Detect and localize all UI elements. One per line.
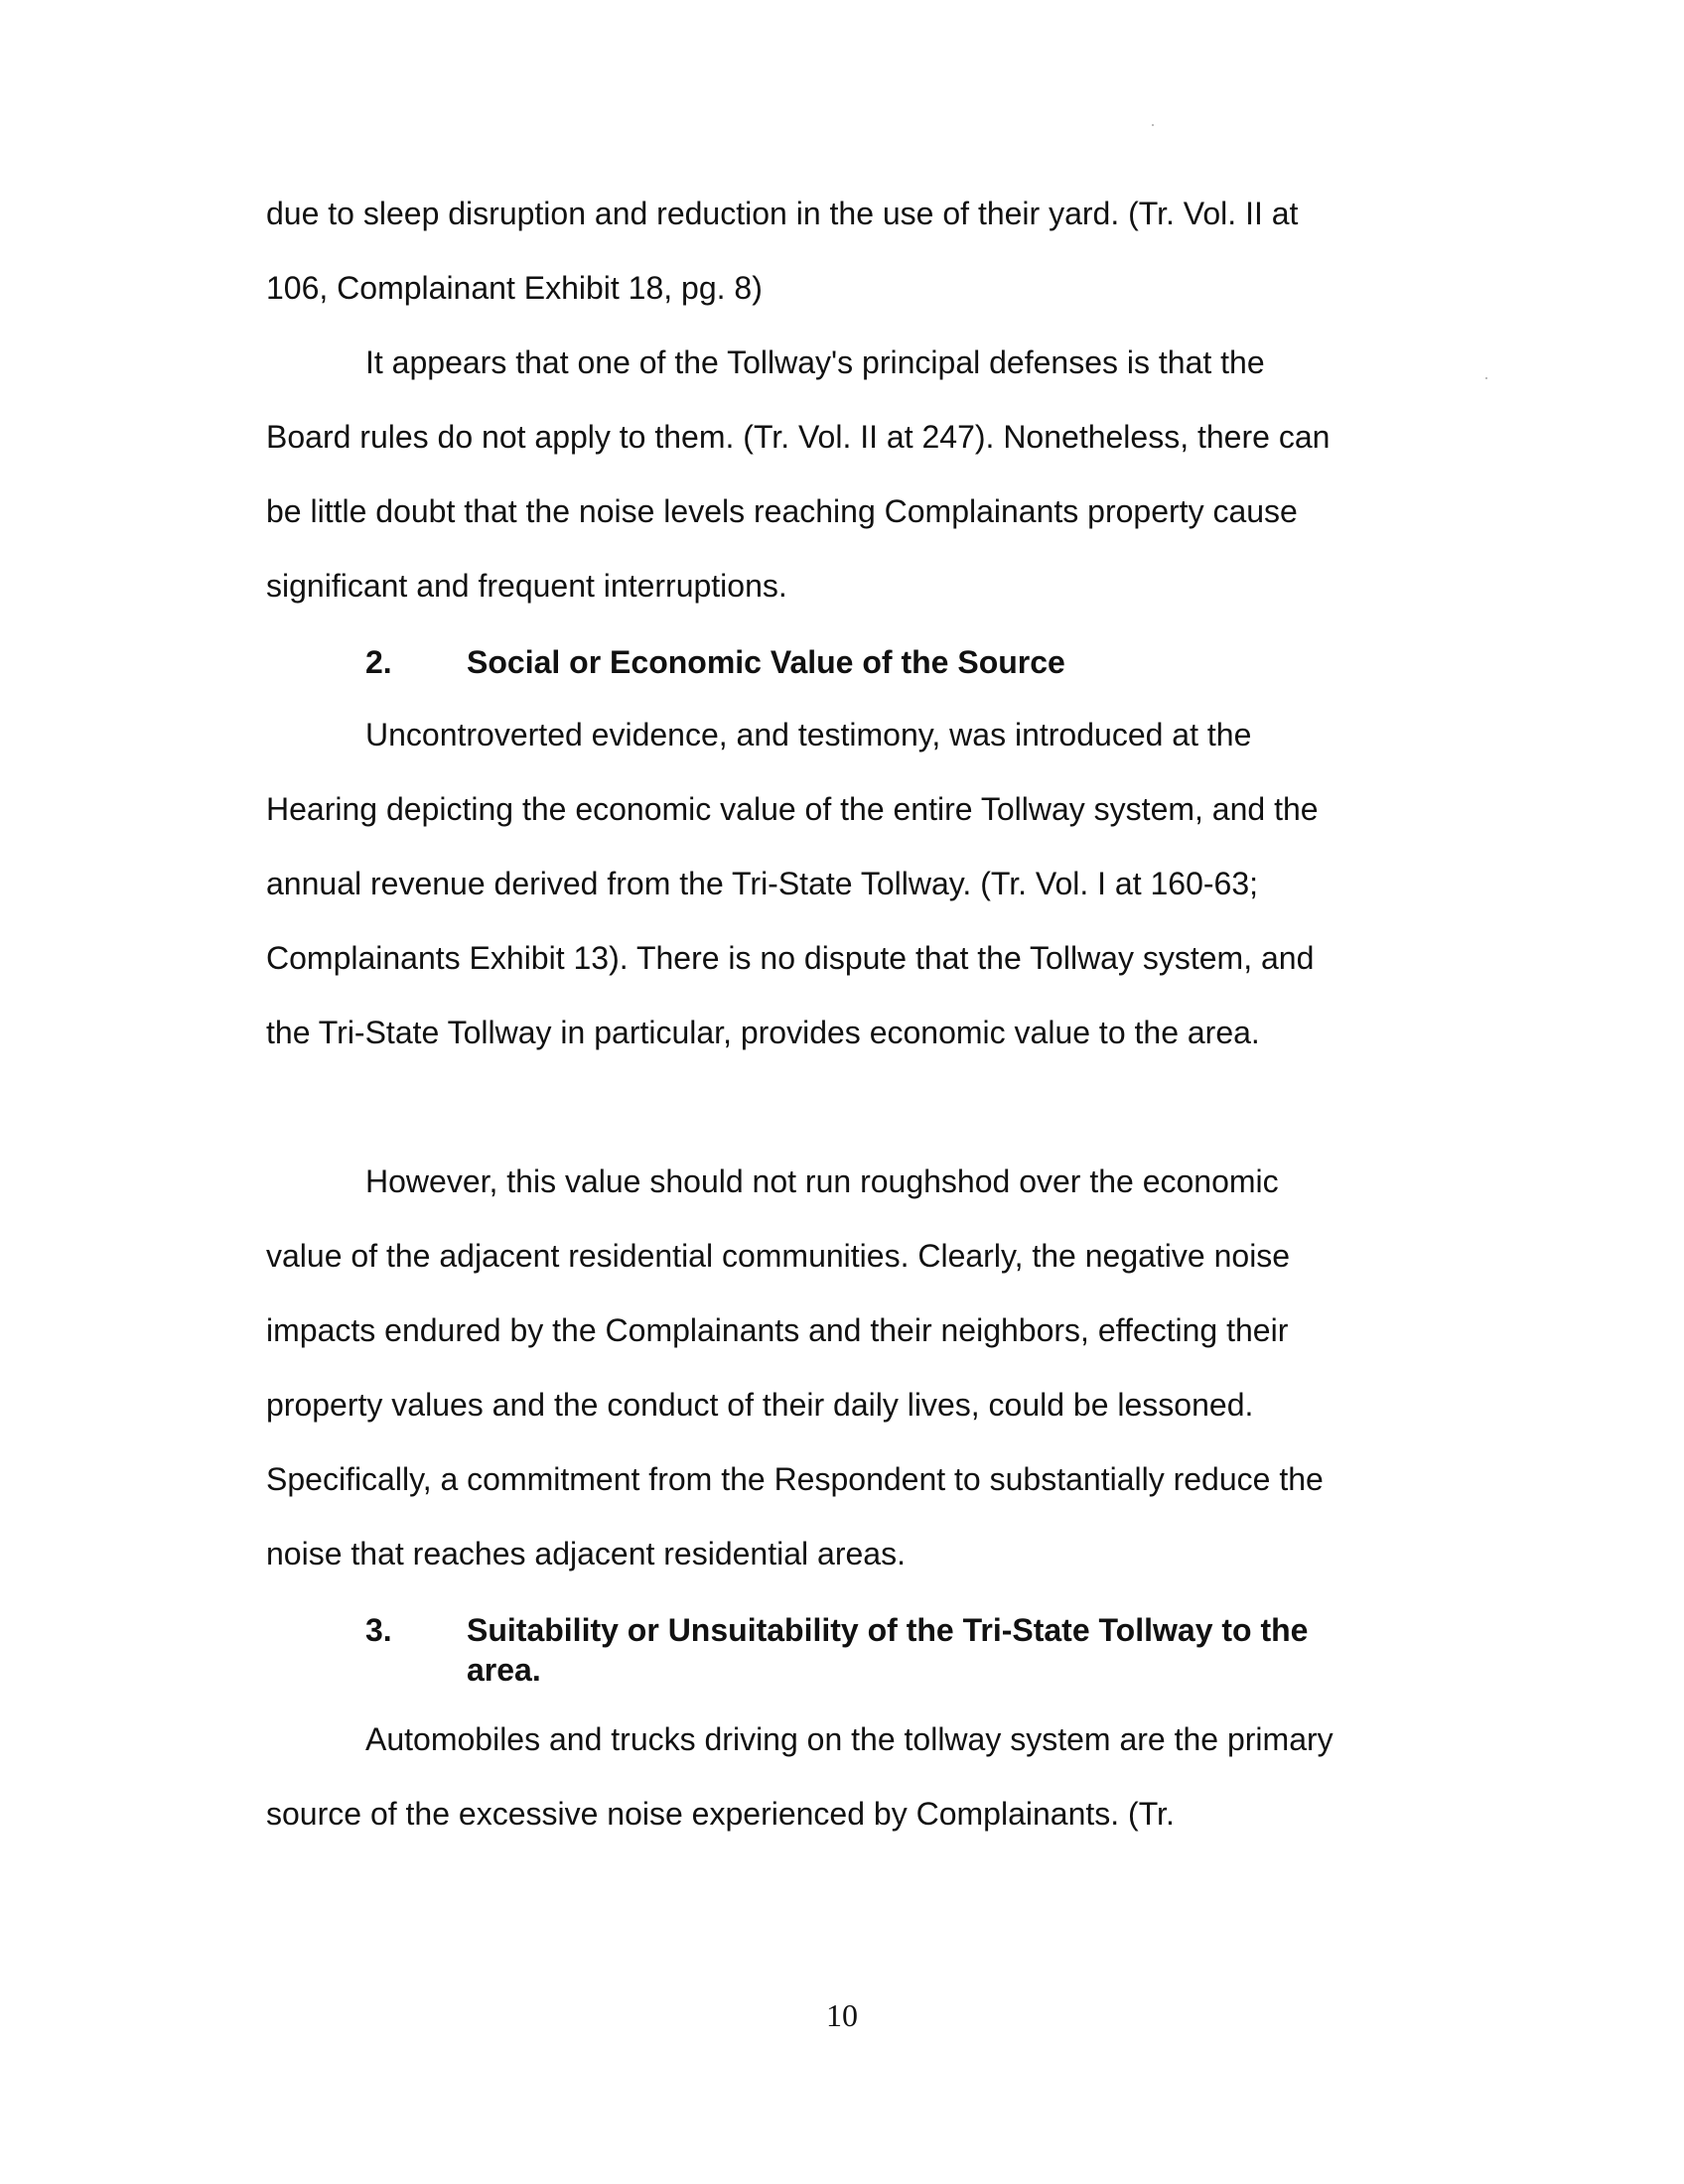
- scan-speck: [1152, 124, 1154, 126]
- paragraph-noise-source: Automobiles and trucks driving on the tollway system are the primary source of the excessive noise experienced by Complainants. (Tr.: [266, 1721, 1333, 1832]
- page-number: 10: [826, 1997, 858, 2033]
- section-title: Suitability or Unsuitability of the Tri-State Tollway to the area.: [467, 1612, 1309, 1688]
- paragraph-residential-value: However, this value should not run roughshod over the economic value of the adjacent residential communities. Clearly, the negative noise impacts endured by the Complainants and their neighbors, effecting their property values and the conduct of their daily lives, could be lessoned. Specifically, a commitment from the Respondent to substantially reduce the noise that reaches adjacent residential areas.: [266, 1163, 1324, 1571]
- section-heading-3: [365, 1610, 1340, 1690]
- section-title: Social or Economic Value of the Source: [467, 644, 1065, 680]
- section-heading-2: [365, 642, 1340, 682]
- paragraph-sleep-disruption: due to sleep disruption and reduction in the use of their yard. (Tr. Vol. II at 106, Complainant Exhibit 18, pg. 8): [266, 196, 1299, 306]
- scan-speck: [1485, 377, 1487, 379]
- section-number: 2.: [365, 644, 392, 680]
- section-number: 3.: [365, 1612, 392, 1648]
- paragraph-economic-value: Uncontroverted evidence, and testimony, was introduced at the Hearing depicting the economic value of the entire Tollway system, and the annual revenue derived from the Tri-State Tollway. (Tr. Vol. I at 160-63; Complainants Exhibit 13). There is no dispute that the Tollway system, and the Tri-State Tollway in particular, provides economic value to the area.: [266, 717, 1319, 1050]
- paragraph-tollway-defenses: It appears that one of the Tollway's principal defenses is that the Board rules do not apply to them. (Tr. Vol. II at 247). Nonetheless, there can be little doubt that the noise levels reaching Complainants property cause significant and frequent interruptions.: [266, 344, 1331, 604]
